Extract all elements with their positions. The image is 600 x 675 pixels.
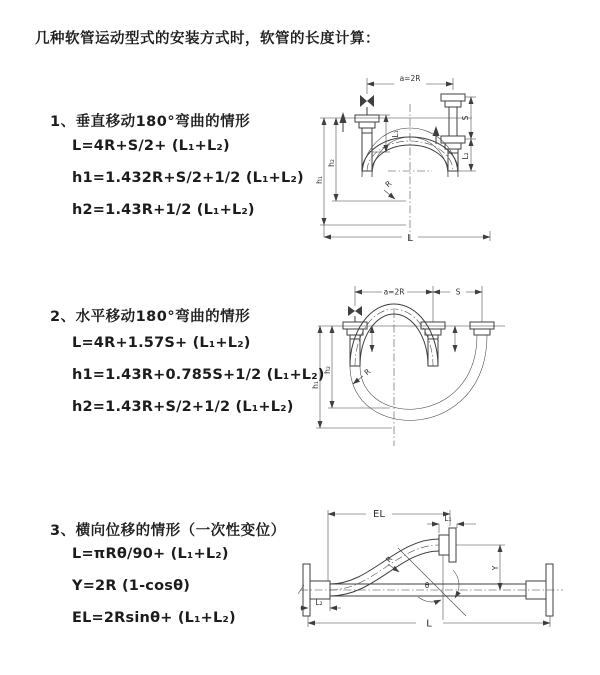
diagram-vertical-180-bend	[310, 68, 590, 263]
diagram-horizontal-180-bend	[310, 278, 590, 458]
formula-line: Y=2R (1-cosθ)	[72, 578, 191, 594]
formula-line: EL=2Rsinθ+ (L₁+L₂)	[72, 610, 236, 626]
formula-line: L=4R+1.57S+ (L₁+L₂)	[72, 335, 251, 351]
dim-label-s: S	[455, 287, 461, 297]
valve-icon	[348, 306, 355, 316]
dim-label-s: S	[461, 115, 470, 121]
page-title: 几种软管运动型式的安装方式时，软管的长度计算：	[35, 31, 380, 47]
radius-label: R	[362, 366, 373, 378]
angle-theta-label: θ	[424, 581, 430, 590]
move-direction-arrow-icon	[340, 112, 347, 123]
length-label: L	[407, 233, 413, 244]
length-label: L	[426, 618, 432, 630]
dim-label-l1: L₁	[391, 130, 400, 138]
section-2-heading: 2、水平移动180°弯曲的情形	[50, 309, 251, 325]
radius-label: R	[383, 178, 394, 190]
dim-label-a2r: a=2R	[383, 287, 405, 297]
formula-line: h1=1.43R+0.785S+1/2 (L₁+L₂)	[72, 367, 325, 383]
formula-line: h2=1.43R+S/2+1/2 (L₁+L₂)	[72, 399, 294, 415]
dim-label-h1: h₁	[311, 381, 320, 389]
valve-icon	[360, 95, 367, 107]
diagram-lateral-displacement	[298, 498, 600, 640]
formula-line: L=4R+S/2+ (L₁+L₂)	[72, 138, 230, 154]
dim-label-a2r: a=2R	[399, 74, 421, 83]
dim-label-h2: h₂	[323, 366, 332, 374]
valve-icon	[355, 306, 362, 316]
move-direction-arrow-icon	[433, 126, 440, 136]
dim-label-h2: h₂	[327, 159, 336, 167]
section-3-heading: 3、横向位移的情形（一次性变位）	[50, 523, 286, 539]
formula-line: h1=1.432R+S/2+1/2 (L₁+L₂)	[72, 170, 304, 186]
dim-label-y: Y	[491, 565, 500, 571]
radius-label: R	[383, 554, 395, 565]
dim-label-l2: L₂	[461, 152, 470, 160]
dim-label-l2: L₂	[315, 598, 323, 607]
formula-line: L=πRθ/90+ (L₁+L₂)	[72, 546, 229, 562]
dim-label-el: EL	[373, 509, 385, 520]
dim-label-l1: L₁	[444, 514, 452, 523]
section-1-heading: 1、垂直移动180°弯曲的情形	[50, 114, 251, 130]
valve-icon	[367, 95, 374, 107]
formula-line: h2=1.43R+1/2 (L₁+L₂)	[72, 202, 255, 218]
dim-label-h1: h₁	[315, 176, 324, 184]
